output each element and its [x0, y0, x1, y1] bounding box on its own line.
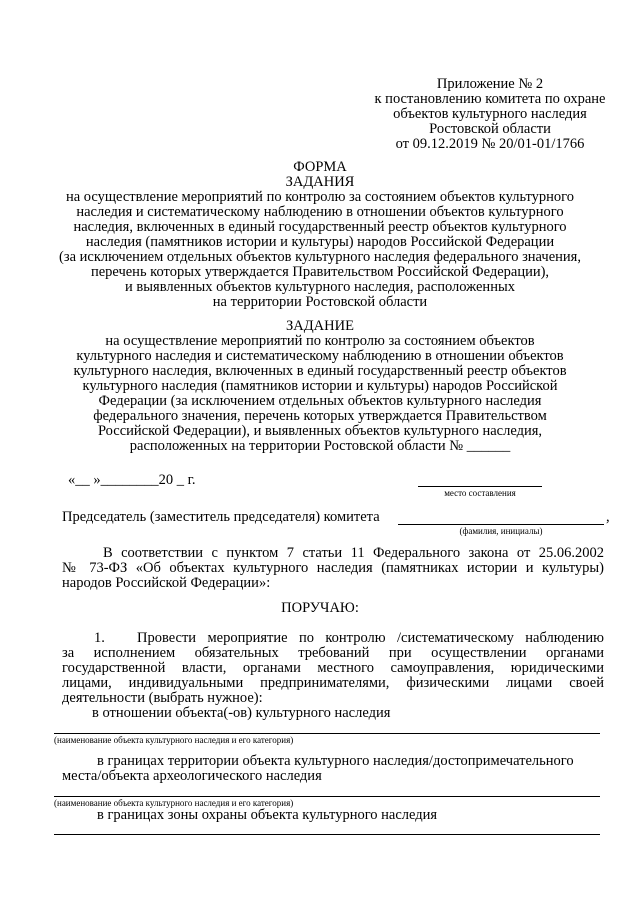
appendix-title: Приложение № 2	[436, 76, 544, 92]
task-desc-line: культурного наследия (памятников истории и культуры) народов Российской	[82, 378, 558, 394]
place-underline	[418, 486, 542, 487]
item1-line: Провести мероприятие по контролю /систематическому наблюдению	[137, 630, 604, 646]
option-territory: места/объекта археологического наследия	[62, 768, 322, 784]
name-caption: (фамилия, инициалы)	[459, 526, 543, 536]
object-name-underline	[54, 733, 600, 734]
object-name-caption: (наименование объекта культурного наследия и его категория)	[54, 735, 294, 745]
task-desc-line: Федерации (за исключением отдельных объектов культурного наследия	[98, 393, 542, 409]
option-territory: в границах территории объекта культурного наследия/достопримечательного	[97, 753, 574, 769]
task-desc-line: культурного наследия, включенных в единый государственный реестр объектов	[73, 363, 567, 379]
date-field: «__ »________20 _ г.	[68, 472, 196, 488]
appendix-line: объектов культурного наследия	[393, 106, 587, 122]
order-word: ПОРУЧАЮ:	[281, 600, 359, 616]
item1-line: лицами, индивидуальными предпринимателями, физическими лицами своей	[62, 675, 604, 691]
task-desc-line: расположенных на территории Ростовской области № ______	[129, 438, 511, 454]
territory-name-underline	[54, 796, 600, 797]
form-title: ФОРМА	[293, 159, 347, 175]
item1-line: деятельности (выбрать нужное):	[62, 690, 263, 706]
basis-line: № 73-ФЗ «Об объектах культурного наследия (памятниках истории и культуры)	[62, 560, 604, 576]
chairman-label: Председатель (заместитель председателя) комитета	[62, 509, 380, 525]
appendix-line: к постановлению комитета по охране	[374, 91, 606, 107]
form-desc-line: (за исключением отдельных объектов культурного наследия федерального значения,	[59, 249, 581, 265]
place-caption: место составления	[444, 488, 516, 498]
form-desc-line: на территории Ростовской области	[212, 294, 428, 310]
form-desc-line: наследия (памятников истории и культуры) народов Российской Федерации	[85, 234, 555, 250]
form-subtitle: ЗАДАНИЯ	[285, 174, 355, 190]
item1-line: государственной власти, органами местного самоуправления, юридическими	[62, 660, 604, 676]
task-desc-line: Российской Федерации), и выявленных объектов культурного наследия,	[97, 423, 543, 439]
task-title: ЗАДАНИЕ	[286, 318, 354, 334]
option-object: в отношении объекта(-ов) культурного наследия	[92, 705, 391, 721]
item-number: 1.	[94, 630, 105, 646]
chairman-name-underline	[398, 524, 604, 525]
basis-line: народов Российской Федерации»:	[62, 575, 271, 591]
appendix-line: Ростовской области	[429, 121, 551, 137]
task-desc-line: федерального значения, перечень которых утверждается Правительством	[93, 408, 547, 424]
task-desc-line: на осуществление мероприятий по контролю за состоянием объектов	[105, 333, 535, 349]
form-desc-line: и выявленных объектов культурного наследия, расположенных	[125, 279, 515, 295]
form-desc-line: перечень которых утверждается Правительством Российской Федерации),	[90, 264, 550, 280]
task-desc-line: культурного наследия и систематическому наблюдению в отношении объектов	[76, 348, 564, 364]
zone-name-underline	[54, 834, 600, 835]
territory-name-caption: (наименование объекта культурного наследия и его категория)	[54, 798, 294, 808]
form-desc-line: наследия и систематическому наблюдению в отношении объектов культурного	[76, 204, 564, 220]
form-desc-line: на осуществление мероприятий по контролю за состоянием объектов культурного	[65, 189, 575, 205]
item1-line: за исполнением обязательных требований при осуществлении органами	[62, 645, 604, 661]
option-zone: в границах зоны охраны объекта культурного наследия	[97, 807, 438, 823]
appendix-date: от 09.12.2019 № 20/01-01/1766	[395, 136, 585, 152]
basis-line: В соответствии с пунктом 7 статьи 11 Федерального закона от 25.06.2002	[103, 545, 604, 561]
form-desc-line: наследия, включенных в единый государственный реестр объектов культурного	[73, 219, 567, 235]
chairman-comma: ,	[606, 509, 610, 525]
